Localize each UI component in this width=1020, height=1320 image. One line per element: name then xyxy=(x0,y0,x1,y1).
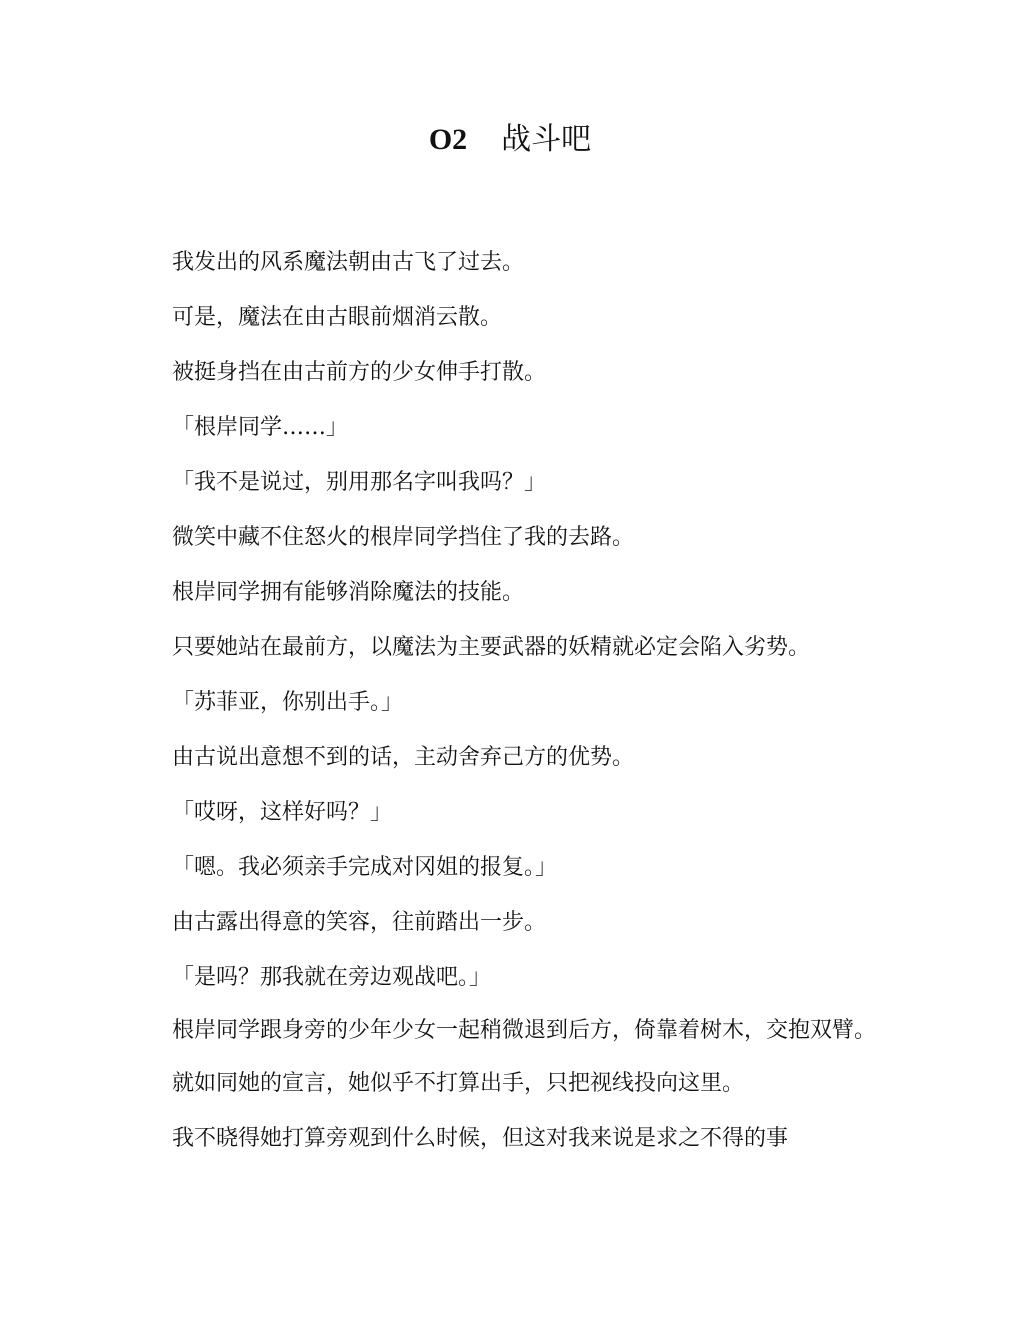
paragraph: 可是，魔法在由古眼前烟消云散。 xyxy=(172,305,503,330)
paragraph: 微笑中藏不住怒火的根岸同学挡住了我的去路。 xyxy=(172,525,635,550)
paragraph: 「是吗？那我就在旁边观战吧。」 xyxy=(172,965,492,990)
paragraph: 由古说出意想不到的话，主动舍弃己方的优势。 xyxy=(172,745,635,770)
chapter-title xyxy=(0,118,1020,162)
paragraph: 只要她站在最前方，以魔法为主要武器的妖精就必定会陷入劣势。 xyxy=(172,635,811,660)
paragraph: 就如同她的宣言，她似乎不打算出手，只把视线投向这里。 xyxy=(172,1071,745,1096)
chapter-name: 战斗吧 xyxy=(501,122,592,157)
paragraph: 「嗯。我必须亲手完成对冈姐的报复。」 xyxy=(172,855,558,880)
chapter-number: O2 xyxy=(428,123,468,156)
paragraph: 「苏菲亚，你别出手。」 xyxy=(172,690,404,715)
paragraph: 我发出的风系魔法朝由古飞了过去。 xyxy=(172,250,525,275)
paragraph: 「根岸同学……」 xyxy=(172,415,349,440)
paragraph: 由古露出得意的笑容，往前踏出一步。 xyxy=(172,910,547,935)
paragraph: 我不晓得她打算旁观到什么时候，但这对我来说是求之不得的事 xyxy=(172,1126,789,1151)
paragraph: 「我不是说过，别用那名字叫我吗？」 xyxy=(172,470,547,495)
body-text xyxy=(122,246,898,1177)
paragraph: 根岸同学拥有能够消除魔法的技能。 xyxy=(172,580,525,605)
paragraph: 被挺身挡在由古前方的少女伸手打散。 xyxy=(172,360,547,385)
paragraph: 根岸同学跟身旁的少年少女一起稍微退到后方，倚靠着树木，交抱双臂。 xyxy=(172,1018,877,1043)
paragraph: 「哎呀，这样好吗？」 xyxy=(172,800,393,825)
